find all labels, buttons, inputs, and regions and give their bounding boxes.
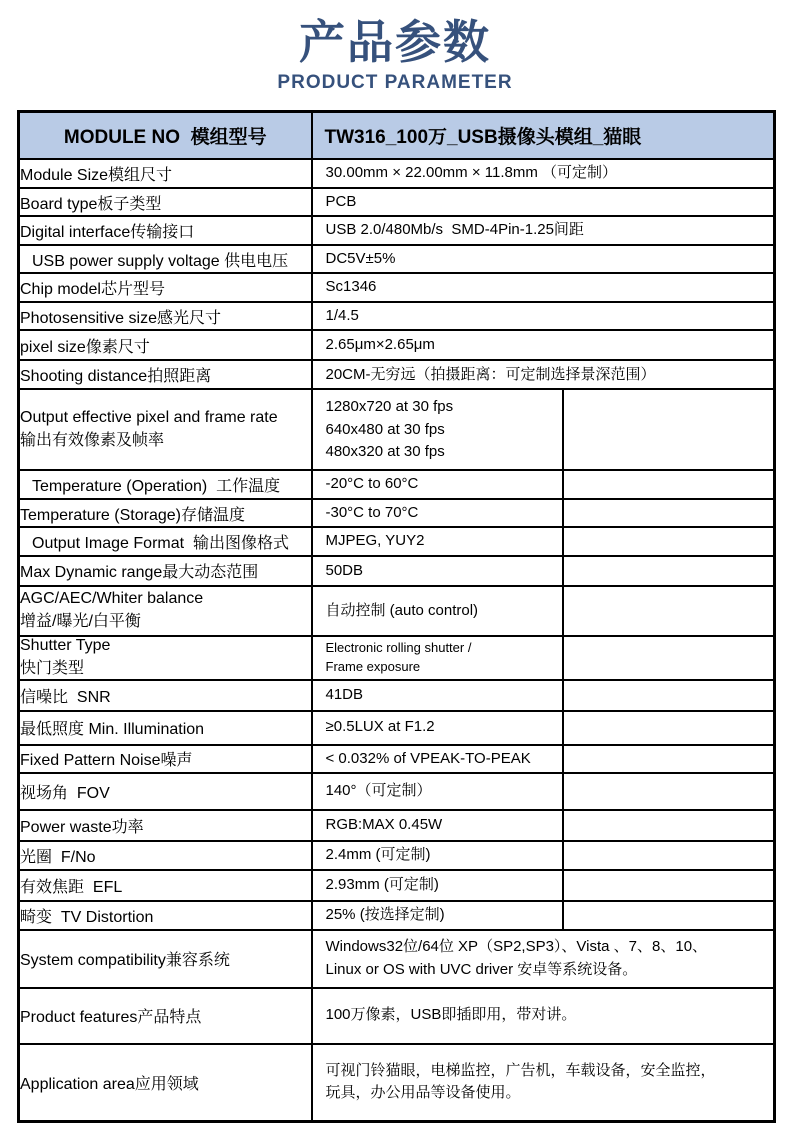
row-value-max-dynamic-range — [312, 556, 563, 586]
label-text: 产品特点 — [137, 1009, 202, 1027]
row-label-agc-aec-white-balance — [19, 586, 312, 636]
label-line: AGC/AEC/Whiter balance — [20, 590, 204, 608]
table-row-usb-power-supply-voltage — [19, 245, 775, 274]
row-label-output-image-format — [19, 527, 312, 556]
table-row-effective-focal-length — [19, 870, 775, 901]
row-value-output-image-format — [312, 527, 563, 556]
label-text: Fixed Pattern Noise — [20, 752, 161, 770]
label-text: Temperature (Storage) — [20, 506, 181, 524]
label-text: 模组尺寸 — [108, 167, 173, 185]
row-label-shutter-type — [19, 636, 312, 680]
label-line: 快门类型 — [20, 660, 85, 678]
row-value-min-illumination — [312, 711, 563, 745]
row-label-fixed-pattern-noise — [19, 745, 312, 774]
label-text: 视场角 FOV — [20, 785, 110, 803]
row-label-board-type — [19, 188, 312, 217]
value-line: 41DB — [325, 685, 364, 703]
row-extra-cell — [563, 711, 775, 745]
label-text: Output Image Format 输出图像格式 — [32, 535, 289, 553]
label-text: 应用领域 — [134, 1075, 199, 1093]
value-line: 50DB — [325, 561, 364, 579]
label-text: 最大动态范围 — [162, 564, 259, 582]
label-line: Shutter Type — [20, 637, 111, 655]
spec-table-body — [19, 111, 775, 1121]
spec-table — [17, 110, 776, 1123]
value-line: Linux or OS with UVC driver 安卓等系统设备。 — [325, 960, 638, 978]
value-line: 1280x720 at 30 fps — [325, 398, 454, 416]
row-value-system-compatibility — [312, 930, 775, 988]
row-value-digital-interface — [312, 216, 775, 245]
label-text: Digital interface — [20, 224, 131, 242]
label-line: Output effective pixel and frame rate — [20, 409, 278, 427]
row-extra-cell — [563, 389, 775, 470]
label-text: 光圈 F/No — [20, 849, 96, 867]
label-text: Board type — [20, 195, 98, 213]
label-text: 芯片型号 — [100, 281, 165, 299]
value-line: 640x480 at 30 fps — [325, 420, 445, 438]
table-row-chip-model — [19, 273, 775, 302]
table-row-min-illumination — [19, 711, 775, 745]
label-text: Shooting distance — [20, 368, 148, 386]
label-text: 兼容系统 — [165, 952, 230, 970]
row-extra-cell — [563, 810, 775, 841]
module-value-header-cell: TW316_100万_USB摄像头模组_猫眼 — [312, 111, 775, 159]
row-extra-cell — [563, 745, 775, 774]
value-line: 可视门铃猫眼，电梯监控，广告机，车载设备，安全监控， — [325, 1061, 716, 1079]
table-row-shooting-distance — [19, 360, 775, 389]
row-value-power-waste — [312, 810, 563, 841]
row-value-module-size — [312, 159, 775, 188]
row-extra-cell — [563, 841, 775, 870]
row-label-temperature-storage — [19, 499, 312, 528]
table-row-temperature-operation — [19, 470, 775, 499]
table-row-module-size — [19, 159, 775, 188]
row-value-fov — [312, 773, 563, 810]
row-label-fov — [19, 773, 312, 810]
row-value-chip-model — [312, 273, 775, 302]
row-value-snr — [312, 680, 563, 711]
row-extra-cell — [563, 901, 775, 930]
value-line: 20CM-无穷远（拍摄距离：可定制选择景深范围） — [325, 365, 656, 383]
value-line: ≥0.5LUX at F1.2 — [325, 718, 435, 736]
value-line: PCB — [325, 192, 357, 210]
row-label-aperture-f-no — [19, 841, 312, 870]
value-line: DC5V±5% — [325, 249, 396, 267]
row-label-min-illumination — [19, 711, 312, 745]
label-text: Application area — [20, 1075, 135, 1093]
label-line: 增益/曝光/白平衡 — [20, 613, 141, 631]
row-value-photosensitive-size — [312, 302, 775, 331]
row-extra-cell — [563, 527, 775, 556]
label-text: pixel size — [20, 338, 86, 356]
value-line: 100万像素，USB即插即用，带对讲。 — [325, 1006, 577, 1024]
row-value-application-area — [312, 1044, 775, 1122]
row-label-shooting-distance — [19, 360, 312, 389]
value-line: 1/4.5 — [325, 306, 359, 324]
row-extra-cell — [563, 636, 775, 680]
label-text: 拍照距离 — [147, 368, 212, 386]
table-row-output-image-format — [19, 527, 775, 556]
value-line: RGB:MAX 0.45W — [325, 816, 443, 834]
table-row-product-features — [19, 988, 775, 1044]
row-value-agc-aec-white-balance — [312, 586, 563, 636]
table-row-agc-aec-white-balance — [19, 586, 775, 636]
row-extra-cell — [563, 499, 775, 528]
table-row-power-waste — [19, 810, 775, 841]
value-line: 480x320 at 30 fps — [325, 443, 445, 461]
label-text: 噪声 — [160, 752, 193, 770]
page-title: 产品参数 — [299, 16, 491, 68]
label-text: USB power supply voltage 供电电压 — [32, 252, 289, 270]
value-line: 140°（可定制） — [325, 782, 432, 800]
value-line: 30.00mm × 22.00mm × 11.8mm （可定制） — [325, 164, 617, 182]
row-label-usb-power-supply-voltage — [19, 245, 312, 274]
row-value-temperature-storage — [312, 499, 563, 528]
label-text: 功率 — [111, 819, 144, 837]
label-text: 传输接口 — [130, 224, 195, 242]
label-text: Product features — [20, 1009, 138, 1027]
row-label-max-dynamic-range — [19, 556, 312, 586]
value-line: -20°C to 60°C — [325, 475, 419, 493]
label-line: 输出有效像素及帧率 — [20, 432, 165, 450]
table-row-shutter-type — [19, 636, 775, 680]
row-label-application-area — [19, 1044, 312, 1122]
row-value-pixel-size — [312, 330, 775, 360]
table-row-photosensitive-size — [19, 302, 775, 331]
value-line: USB 2.0/480Mb/s SMD-4Pin-1.25间距 — [325, 221, 584, 239]
table-row-fov — [19, 773, 775, 810]
row-value-effective-focal-length — [312, 870, 563, 901]
row-value-shooting-distance — [312, 360, 775, 389]
label-text: 有效焦距 EFL — [20, 879, 123, 897]
table-row-max-dynamic-range — [19, 556, 775, 586]
row-extra-cell — [563, 680, 775, 711]
row-extra-cell — [563, 470, 775, 499]
row-extra-cell — [563, 870, 775, 901]
value-line: < 0.032% of VPEAK-TO-PEAK — [325, 749, 531, 767]
value-line: Sc1346 — [325, 278, 377, 296]
value-line: 玩具，办公用品等设备使用。 — [325, 1084, 521, 1102]
table-row-fixed-pattern-noise — [19, 745, 775, 774]
value-line: Electronic rolling shutter / — [325, 639, 472, 655]
label-text: 感光尺寸 — [156, 309, 221, 327]
table-row-pixel-size — [19, 330, 775, 360]
table-row-digital-interface — [19, 216, 775, 245]
row-label-effective-focal-length — [19, 870, 312, 901]
label-text: 畸变 TV Distortion — [20, 908, 154, 926]
row-label-output-effective-pixel-frame-rate — [19, 389, 312, 470]
row-label-photosensitive-size — [19, 302, 312, 331]
label-text: System compatibility — [20, 952, 166, 970]
row-label-product-features — [19, 988, 312, 1044]
label-text: 信噪比 SNR — [20, 688, 111, 706]
row-value-shutter-type — [312, 636, 563, 680]
row-extra-cell — [563, 556, 775, 586]
row-label-pixel-size — [19, 330, 312, 360]
table-row-snr — [19, 680, 775, 711]
label-text: Photosensitive size — [20, 309, 157, 327]
row-value-output-effective-pixel-frame-rate — [312, 389, 563, 470]
row-label-digital-interface — [19, 216, 312, 245]
row-value-product-features — [312, 988, 775, 1044]
row-label-chip-model — [19, 273, 312, 302]
value-line: 2.4mm (可定制) — [325, 846, 431, 864]
row-value-board-type — [312, 188, 775, 217]
table-row-application-area — [19, 1044, 775, 1122]
label-text: 最低照度 Min. Illumination — [20, 721, 205, 739]
page-subtitle: PRODUCT PARAMETER — [277, 71, 513, 93]
label-text: 存储温度 — [180, 506, 245, 524]
table-row-tv-distortion — [19, 901, 775, 930]
value-line: 2.65μm×2.65μm — [325, 336, 435, 354]
row-label-snr — [19, 680, 312, 711]
row-label-module-size — [19, 159, 312, 188]
value-line: 2.93mm (可定制) — [325, 876, 439, 894]
table-header-row — [19, 111, 775, 159]
spec-table-container — [17, 110, 774, 1123]
value-line: -30°C to 70°C — [325, 503, 419, 521]
row-extra-cell — [563, 586, 775, 636]
label-text: Module Size — [20, 167, 109, 185]
page-header — [0, 0, 790, 94]
value-line: Frame exposure — [325, 658, 421, 674]
module-no-header-cell: MODULE NO 模组型号 — [19, 111, 312, 159]
value-line: MJPEG, YUY2 — [325, 532, 425, 550]
row-value-tv-distortion — [312, 901, 563, 930]
row-label-tv-distortion — [19, 901, 312, 930]
label-text: 像素尺寸 — [85, 338, 150, 356]
value-line: 自动控制 (auto control) — [325, 601, 479, 619]
label-text: Chip model — [20, 281, 101, 299]
table-row-board-type — [19, 188, 775, 217]
label-text: Temperature (Operation) 工作温度 — [32, 478, 281, 496]
row-label-temperature-operation — [19, 470, 312, 499]
value-line: Windows32位/64位 XP（SP2,SP3）、Vista 、7、8、10、 — [325, 938, 708, 956]
table-row-temperature-storage — [19, 499, 775, 528]
row-value-temperature-operation — [312, 470, 563, 499]
table-row-aperture-f-no — [19, 841, 775, 870]
row-value-aperture-f-no — [312, 841, 563, 870]
row-value-usb-power-supply-voltage — [312, 245, 775, 274]
table-row-output-effective-pixel-frame-rate — [19, 389, 775, 470]
table-row-system-compatibility — [19, 930, 775, 988]
row-label-system-compatibility — [19, 930, 312, 988]
row-extra-cell — [563, 773, 775, 810]
value-line: 25% (按选择定制) — [325, 906, 445, 924]
label-text: 板子类型 — [97, 195, 162, 213]
label-text: Power waste — [20, 819, 112, 837]
row-value-fixed-pattern-noise — [312, 745, 563, 774]
row-label-power-waste — [19, 810, 312, 841]
label-text: Max Dynamic range — [20, 564, 163, 582]
